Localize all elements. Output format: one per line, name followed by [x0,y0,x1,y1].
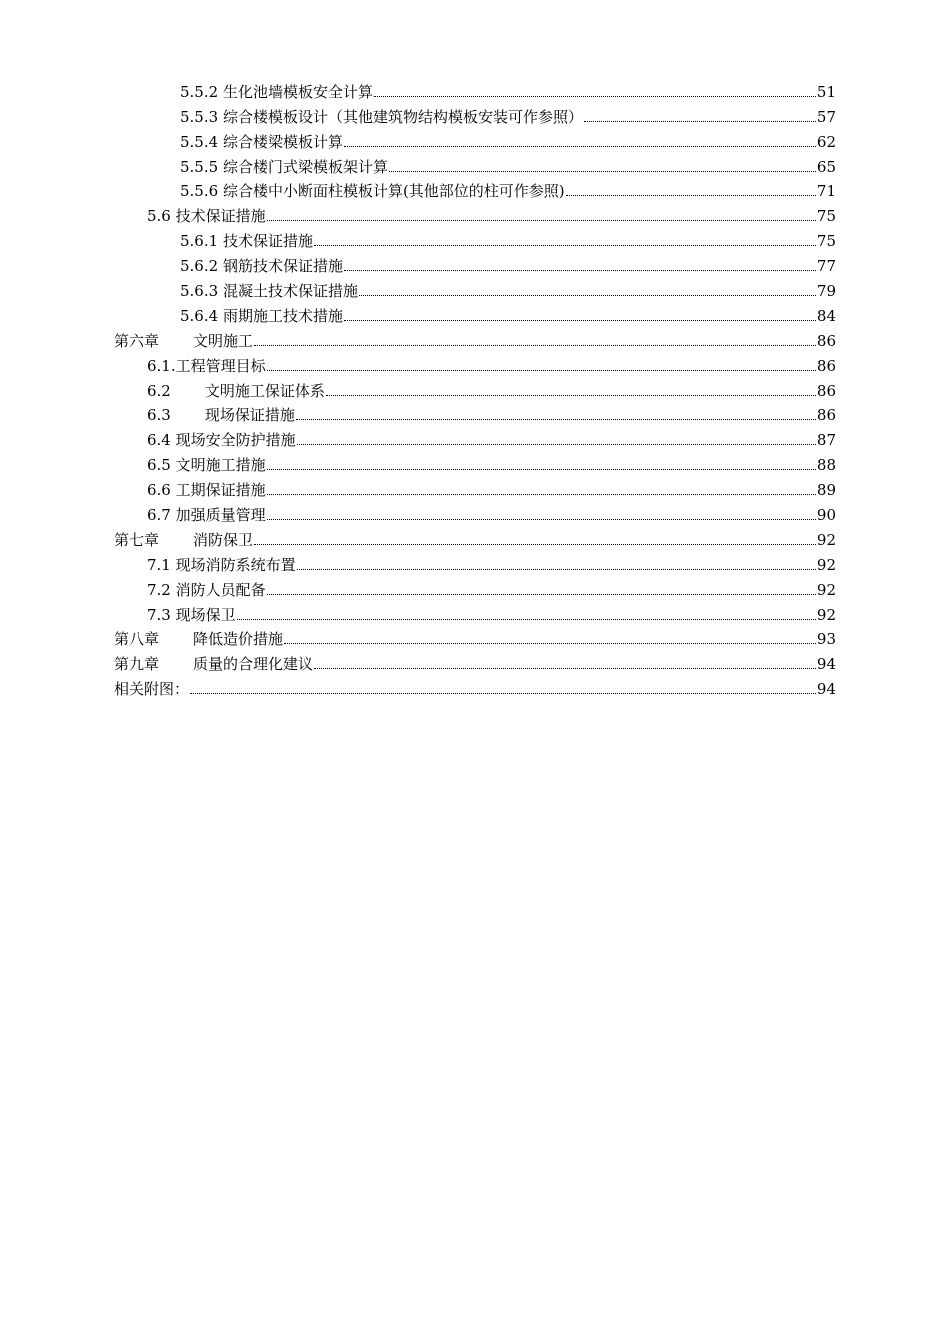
toc-entry-number: 6.5 [147,456,171,475]
toc-dot-leader [267,219,816,221]
toc-dot-leader [326,394,816,396]
toc-entry-number: 6.7 [147,506,171,525]
toc-entry-title [114,630,283,648]
toc-entry-page-number: 92 [816,530,836,549]
toc-entry-number: 6.2 [147,381,171,400]
toc-entry-number: 6.1. [147,356,176,375]
toc-dot-leader [297,568,816,570]
toc-entry-page-number: 92 [816,605,836,624]
toc-entry-text: 生化池墙模板安全计算 [222,82,373,101]
toc-entry[interactable] [114,400,836,425]
toc-entry-number: 5.5.2 [180,82,219,101]
toc-entry-number: 第六章 [114,331,160,350]
toc-entry-title [114,531,253,549]
toc-entry-text: 加强质量管理 [175,506,266,525]
toc-entry-page-number: 94 [816,680,836,699]
toc-entry-page-number: 94 [816,655,836,674]
toc-entry-text: 现场保卫 [175,605,236,624]
toc-entry-text: 工程管理目标 [175,356,266,375]
toc-entry-page-number: 88 [816,456,836,475]
toc-entry[interactable] [114,101,836,126]
toc-entry-text: 钢筋技术保证措施 [222,257,343,276]
toc-entry-page-number: 86 [816,406,836,425]
toc-entry[interactable] [114,524,836,549]
toc-entry-title [180,282,358,300]
toc-entry-title [147,406,295,424]
toc-dot-leader [389,170,816,172]
toc-entry[interactable] [114,574,836,599]
toc-entry-title [147,456,266,474]
toc-dot-leader [254,344,816,346]
toc-entry[interactable] [114,325,836,350]
toc-entry-title [180,83,373,101]
toc-entry[interactable] [114,350,836,375]
toc-entry-text: 混凝土技术保证措施 [222,282,358,301]
toc-entry-title [147,556,296,574]
toc-dot-leader [237,618,816,620]
toc-entry[interactable] [114,176,836,201]
toc-entry-title [147,606,236,624]
toc-dot-leader [314,667,816,669]
toc-entry-number: 5.6.2 [180,257,219,276]
toc-entry-text: 现场安全防护措施 [175,431,296,450]
toc-entry[interactable] [114,151,836,176]
toc-entry-page-number: 57 [816,107,836,126]
toc-entry-page-number: 92 [816,580,836,599]
toc-entry-page-number: 75 [816,232,836,251]
toc-entry-page-number: 86 [816,331,836,350]
toc-entry-page-number: 87 [816,431,836,450]
toc-entry-text: 雨期施工技术措施 [222,306,343,325]
toc-entry-text: 技术保证措施 [175,207,266,226]
toc-entry-number: 5.5.6 [180,182,219,201]
toc-entry-number: 6.3 [147,406,171,425]
toc-entry-text: 质量的合理化建议 [193,655,314,674]
toc-entry-page-number: 65 [816,157,836,176]
toc-entry-title [147,431,296,449]
toc-dot-leader [267,369,816,371]
toc-entry[interactable] [114,549,836,574]
toc-entry[interactable] [114,126,836,151]
toc-entry-title [147,481,266,499]
toc-dot-leader [374,95,816,97]
toc-entry-text: 文明施工措施 [175,456,266,475]
toc-entry-text: 消防人员配备 [175,580,266,599]
toc-entry-number: 5.5.4 [180,132,219,151]
toc-entry-title [180,257,343,275]
toc-entry-title [180,307,343,325]
toc-entry[interactable] [114,250,836,275]
toc-entry-page-number: 77 [816,257,836,276]
toc-entry[interactable] [114,673,836,698]
toc-entry[interactable] [114,300,836,325]
toc-entry-number: 第八章 [114,630,160,649]
toc-entry-title [147,581,266,599]
toc-entry-page-number: 71 [816,182,836,201]
toc-entry-text: 综合楼门式梁模板架计算 [222,157,388,176]
toc-dot-leader [254,543,816,545]
toc-entry-text: 工期保证措施 [175,481,266,500]
toc-entry-page-number: 84 [816,306,836,325]
toc-entry[interactable] [114,76,836,101]
toc-entry-text: 综合楼梁模板计算 [222,132,343,151]
toc-dot-leader [267,493,816,495]
toc-entry-number: 5.6.1 [180,232,219,251]
toc-entry[interactable] [114,225,836,250]
toc-entry-text: 降低造价措施 [193,630,284,649]
toc-entry-page-number: 89 [816,481,836,500]
toc-entry-page-number: 62 [816,132,836,151]
toc-entry-text: 技术保证措施 [222,232,313,251]
toc-dot-leader [267,468,816,470]
toc-dot-leader [344,145,816,147]
toc-entry-text: 相关附图： [114,680,190,699]
toc-entry-text: 综合楼模板设计（其他建筑物结构模板安装可作参照） [222,107,583,126]
toc-entry-number: 7.2 [147,580,171,599]
toc-entry[interactable] [114,648,836,673]
toc-entry-page-number: 75 [816,207,836,226]
toc-entry-title [180,182,565,200]
toc-dot-leader [297,443,816,445]
toc-entry[interactable] [114,474,836,499]
toc-entry-number: 5.6.3 [180,282,219,301]
toc-entry-page-number: 79 [816,282,836,301]
toc-entry-page-number: 93 [816,630,836,649]
toc-entry-page-number: 86 [816,381,836,400]
toc-entry-text: 消防保卫 [193,530,254,549]
toc-entry-title [147,207,266,225]
toc-entry-title [180,108,583,126]
toc-dot-leader [314,244,816,246]
toc-dot-leader [584,120,816,122]
toc-dot-leader [267,518,816,520]
toc-dot-leader [566,194,816,196]
toc-entry-text: 综合楼中小断面柱模板计算(其他部位的柱可作参照) [222,182,565,201]
toc-entry-text: 文明施工保证体系 [204,381,325,400]
toc-entry-title [180,232,313,250]
toc-entry-number: 7.1 [147,555,171,574]
toc-entry-number: 6.6 [147,481,171,500]
table-of-contents [114,76,836,698]
toc-entry-title [147,357,266,375]
toc-entry-page-number: 92 [816,555,836,574]
toc-entry-number: 第七章 [114,530,160,549]
toc-entry[interactable] [114,424,836,449]
toc-entry[interactable] [114,599,836,624]
toc-entry-page-number: 86 [816,356,836,375]
toc-entry[interactable] [114,275,836,300]
toc-dot-leader [190,692,816,694]
toc-entry-title [114,332,253,350]
toc-entry-number: 5.5.3 [180,107,219,126]
toc-dot-leader [359,294,816,296]
toc-dot-leader [267,593,816,595]
toc-entry-text: 现场保证措施 [204,406,295,425]
toc-entry-title [147,382,325,400]
toc-entry-number: 6.4 [147,431,171,450]
toc-entry-title [147,506,266,524]
toc-dot-leader [284,642,816,644]
toc-entry[interactable] [114,449,836,474]
toc-entry[interactable] [114,499,836,524]
toc-entry-number: 5.6.4 [180,306,219,325]
toc-entry[interactable] [114,624,836,649]
toc-dot-leader [344,269,816,271]
toc-dot-leader [344,319,816,321]
toc-entry-title [180,158,388,176]
toc-entry-title [114,655,313,673]
toc-entry[interactable] [114,375,836,400]
toc-dot-leader [296,418,816,420]
toc-entry-number: 第九章 [114,655,160,674]
toc-entry-title [114,680,189,698]
toc-entry-number: 5.5.5 [180,157,219,176]
toc-entry-number: 5.6 [147,207,171,226]
toc-entry[interactable] [114,200,836,225]
toc-entry-page-number: 90 [816,506,836,525]
toc-entry-title [180,133,343,151]
toc-entry-page-number: 51 [816,82,836,101]
toc-entry-number: 7.3 [147,605,171,624]
toc-entry-text: 文明施工 [193,331,254,350]
toc-entry-text: 现场消防系统布置 [175,555,296,574]
